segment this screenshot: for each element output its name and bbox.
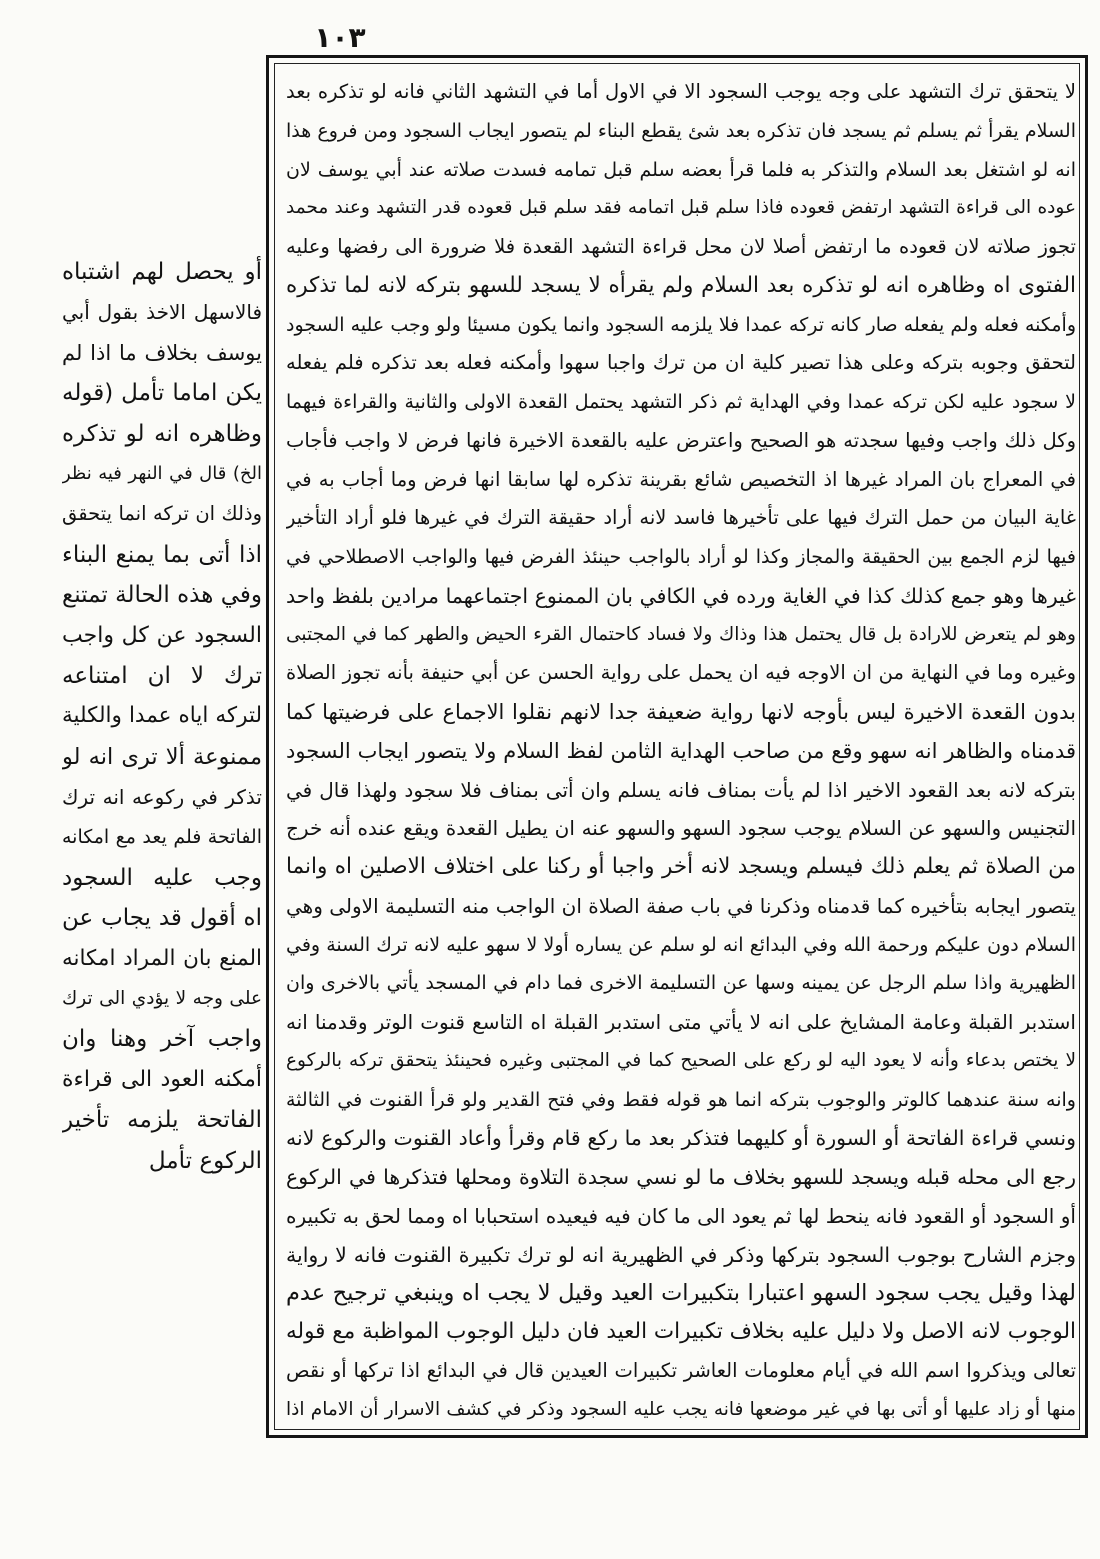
main-text-line: لا يتحقق ترك التشهد على وجه يوجب السجود الا في الاول أما في التشهد الثاني فانه لو تذكره بعد	[286, 80, 1076, 103]
margin-note-line: وظاهره انه لو تذكره	[62, 420, 262, 447]
main-text-line: وكل ذلك واجب وفيها سجدته هو الصحيح واعترض عليه بالقعدة الاخيرة فانها فرض لا واجب فأجاب	[286, 428, 1076, 452]
main-text-line: فيها لزم الجمع بين الحقيقة والمجاز وكذا لو أراد بالواجب حينئذ الفرض فيها والواجب الاصطلاحي في	[286, 546, 1076, 568]
main-text-line: استدبر القبلة وعامة المشايخ على انه لا يأتي متى استدبر القبلة اه التاسع قنوت الوتر وقدمنا انه	[286, 1010, 1076, 1034]
main-text-line: تعالى ويذكروا اسم الله في أيام معلومات العاشر تكبيرات العيدين قال في البدائع اذا تركها أو نقص	[286, 1358, 1076, 1382]
margin-note-line: فالاسهل الاخذ بقول أبي	[62, 300, 262, 325]
main-text-line: التجنيس والسهو عن السلام يوجب سجود السهو والسهو عنه ان يطيل القعدة ويقع عنده أنه خرج	[286, 816, 1076, 841]
margin-note-line: اه أقول قد يجاب عن	[62, 905, 262, 932]
main-text-line: بتركه لانه بعد القعود الاخير اذا لم يأت بمناف فانه يسلم وان أتى بمناف فلا سجود ولهذا قال في	[286, 777, 1076, 802]
margin-note-line: ترك لا ان امتناعه	[62, 662, 262, 689]
main-text-line: أو السجود أو القعود فانه ينحط لها ثم يعود الى ما كان فيه فيعيده استحبابا اه ومما لحق به تكبيره	[286, 1203, 1076, 1228]
page-number: ١٠٣	[314, 21, 366, 54]
margin-note-line: وذلك ان تركه انما يتحقق	[62, 502, 262, 526]
margin-note-line: الفاتحة يلزمه تأخير	[62, 1107, 262, 1134]
main-text-line: ونسي قراءة الفاتحة أو السورة أو كليهما فتذكر بعد ما ركع قام وقرأ وأعاد القنوت والركوع لانه	[286, 1126, 1076, 1151]
margin-note-line: لتركه اياه عمدا والكلية	[62, 703, 262, 729]
margin-note-line: الركوع تأمل	[148, 1147, 262, 1174]
main-text-line: من الصلاة ثم يعلم ذلك فيسلم ويسجد لانه أخر واجبا أو ركنا على اختلاف الاصلين اه وانما	[286, 854, 1076, 879]
main-text-line: السلام دون عليكم ورحمة الله وفي البدائع انه لو سلم عن يساره أولا لا سهو عليه لانه ترك السنة وفي	[286, 933, 1076, 956]
margin-note-line: واجب آخر وهنا وان	[62, 1026, 262, 1053]
margin-note-line: وجب عليه السجود	[62, 864, 262, 891]
margin-note-line: أمكنه العود الى قراءة	[62, 1066, 262, 1092]
margin-note-line: وفي هذه الحالة تمتنع	[62, 582, 262, 609]
main-text-line: لتحقق وجوبه بتركه وعلى هذا تصير كلية ان من ترك واجبا سهوا وأمكنه فعله بعد تذكره فلم يفعله	[286, 351, 1076, 375]
margin-note-line: يكن اماما تأمل (قوله	[62, 380, 262, 407]
margin-note-line: السجود عن كل واجب	[62, 622, 262, 648]
margin-note-line: الخ) قال في النهر فيه نظر	[62, 462, 262, 484]
main-text-line: لهذا وقيل يجب سجود السهو اعتبارا بتكبيرات العيد وقيل لا يجب اه وينبغي ترجيح عدم	[286, 1280, 1076, 1307]
main-text-line: وأمكنه فعله ولم يفعله صار كانه تركه عمدا فلا يلزمه السجود وانما يكون مسيئا ولو وجب عليه السجود	[286, 313, 1076, 336]
main-text-line: عوده الى قراءة التشهد ارتفض قعوده فاذا سلم قبل اتمامه فقد سلم قبل قعوده قدر التشهد وعند محمد	[286, 197, 1076, 219]
margin-note-line: اذا أتى بما يمنع البناء	[62, 541, 262, 568]
main-text-line: الظهيرية واذا سلم الرجل عن يمينه وسها عن التسليمة الاخرى فما دام في المسجد يأتي بالاخرى وان	[286, 972, 1076, 995]
main-text-line: وهو لم يتعرض للارادة بل قال يحتمل هذا وذاك ولا فساد كاحتمال القرء الحيض والطهر كما في المجتبى	[286, 623, 1076, 645]
main-text-line: الفتوى اه وظاهره انه لو تذكره بعد السلام ولم يقرأه لا يسجد للسهو بتركه لانه لما تذكره	[286, 272, 1076, 298]
margin-note-line: أو يحصل لهم اشتباه	[62, 259, 262, 285]
main-text-line: انه لو اشتغل بعد السلام والتذكر به فلما قرأ بعضه سلم قبل تمامه فسدت صلاته عند أبي يوسف لان	[286, 158, 1076, 181]
margin-note-line: يوسف بخلاف ما اذا لم	[62, 340, 262, 365]
main-text-line: منها أو زاد عليها أو أتى بها في غير موضعها فانه يجب عليه السجود وذكر في كشف الاسرار أن الامام اذا	[286, 1398, 1076, 1420]
main-text	[286, 73, 1076, 1429]
main-text-line: قدمناه والظاهر انه سهو وقع من صاحب الهداية الثامن لفظ السلام ولا يتصور ايجاب السجود	[286, 738, 1076, 763]
main-text-line: لا يختص بدعاء وأنه لا يعود اليه لو ركع على الصحيح كما في المجتبى وغيره فحينئذ يتحقق تركه بالركوع	[286, 1049, 1076, 1071]
main-text-line: الوجوب لانه الاصل ولا دليل عليه بخلاف تكبيرات العيد فان دليل الوجوب المواظبة مع قوله	[286, 1319, 1076, 1344]
main-text-line: وجزم الشارح بوجوب السجود بتركها وذكر في الظهيرية انه لو ترك تكبيرة القنوت فانه لا رواية	[286, 1242, 1076, 1267]
main-text-line: بدون القعدة الاخيرة ليس بأوجه لانها رواية ضعيفة جدا لانهم نقلوا الاجماع على فرضيتها كما	[286, 700, 1076, 724]
main-text-line: رجع الى محله قبله ويسجد للسهو بخلاف ما لو نسي سجدة التلاوة ومحلها فتذكرها في الركوع	[286, 1165, 1076, 1189]
main-text-line: وغيره وما في النهاية من ان الاوجه فيه ان يحمل على رواية الحسن عن أبي حنيفة بأنه تجوز الصلاة	[286, 661, 1076, 685]
main-text-line: غيرها وهو جمع كذلك كذا في الغاية ورده في الكافي بان الممنوع اجتماعهما مرادين بلفظ واحد	[286, 583, 1076, 608]
margin-note-line: ممنوعة ألا ترى انه لو	[62, 743, 262, 770]
margin-note	[62, 252, 262, 1181]
main-text-line: في المعراج بان المراد غيرها اذ التخصيص شائع بقرينة تذكره لها سابقا انها فرض وما أجاب به في	[286, 467, 1076, 491]
main-text-line: لا سجود عليه لكن تركه عمدا وفي الهداية ثم ذكر التشهد يحتمل القعدة الاولى والثانية والقراءة فيهما	[286, 391, 1076, 413]
main-text-line: يتصور ايجابه بتأخيره كما قدمناه وذكرنا في باب صفة الصلاة ان الواجب منه التسليمة الاولى وهي	[286, 893, 1076, 918]
margin-note-line: على وجه لا يؤدي الى ترك	[62, 988, 262, 1010]
main-text-line: تجوز صلاته لان قعوده ما ارتفض أصلا لان محل قراءة التشهد القعدة فلا ضرورة الى رفضها وعليه	[286, 235, 1076, 258]
margin-note-line: الفاتحة فلم يعد مع امكانه	[62, 826, 262, 849]
main-text-line: السلام يقرأ ثم يسلم ثم يسجد فان تذكره بعد شئ يقطع البناء لم يتصور ايجاب السجود ومن فروع هذا	[286, 119, 1076, 142]
margin-note-line: تذكر في ركوعه انه ترك	[62, 785, 262, 810]
main-text-line: وانه سنة عندهما كالوتر والوجوب بتركه انما هو قوله فقط وفي فتح القدير ولو قرأ القنوت في الثالثة	[286, 1088, 1076, 1111]
margin-note-line: المنع بان المراد امكانه	[62, 945, 262, 971]
main-text-line: غاية البيان من حمل الترك فيها على تأخيرها فاسد لانه أراد حقيقة الترك في غيرها فلو أراد التأخير	[286, 506, 1076, 530]
